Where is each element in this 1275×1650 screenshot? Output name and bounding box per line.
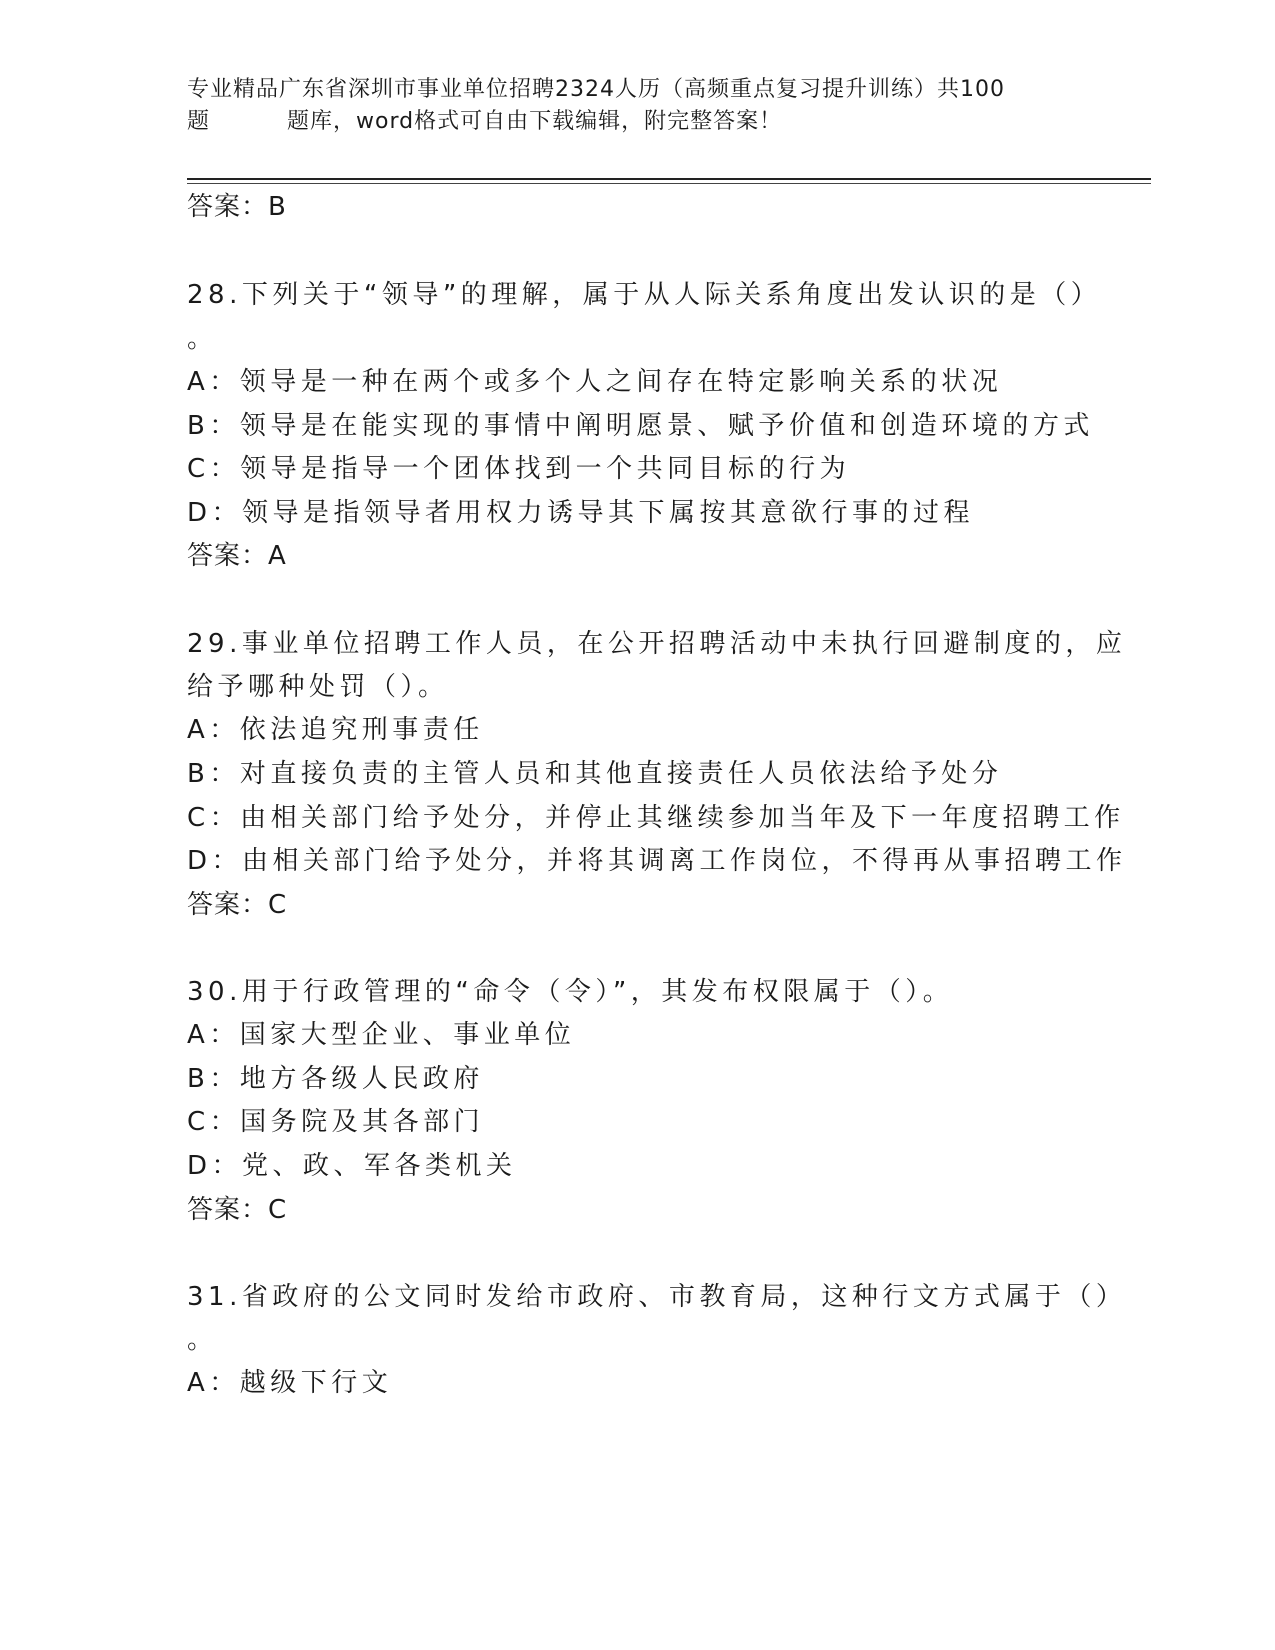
question-28-answer: 答案：A xyxy=(187,541,287,571)
header-title-line2 xyxy=(187,106,1087,138)
question-28-option-b: B：领导是在能实现的事情中阐明愿景、赋予价值和创造环境的方式 xyxy=(187,411,1094,441)
question-29-option-a: A：依法追究刑事责任 xyxy=(187,715,484,745)
question-31-stem-cont: 。 xyxy=(187,1325,218,1355)
question-29-stem-cont: 给予哪种处罚（）。 xyxy=(187,672,449,702)
question-30-option-a: A：国家大型企业、事业单位 xyxy=(187,1020,576,1050)
question-28-stem: 28.下列关于“领导”的理解，属于从人际关系角度出发认识的是（） xyxy=(187,280,1102,310)
question-29-stem: 29.事业单位招聘工作人员，在公开招聘活动中未执行回避制度的，应 xyxy=(187,629,1127,659)
header-title-line2-lead: 题 xyxy=(187,109,211,134)
question-29-answer: 答案：C xyxy=(187,890,288,920)
question-28-option-c: C：领导是指导一个团体找到一个共同目标的行为 xyxy=(187,454,851,484)
question-30-stem: 30.用于行政管理的“命令（令）”，其发布权限属于（）。 xyxy=(187,977,954,1007)
question-28-option-a: A：领导是一种在两个或多个人之间存在特定影响关系的状况 xyxy=(187,367,1003,397)
question-28-option-d: D：领导是指领导者用权力诱导其下属按其意欲行事的过程 xyxy=(187,498,975,528)
header-divider-thick xyxy=(187,178,1151,180)
question-31-option-a: A：越级下行文 xyxy=(187,1368,393,1398)
header-title-line1: 专业精品广东省深圳市事业单位招聘2324人历（高频重点复习提升训练）共100 xyxy=(187,77,1005,102)
question-29-option-b: B：对直接负责的主管人员和其他直接责任人员依法给予处分 xyxy=(187,759,1003,789)
question-30-answer: 答案：C xyxy=(187,1195,288,1225)
question-29-option-c: C：由相关部门给予处分，并停止其继续参加当年及下一年度招聘工作 xyxy=(187,803,1125,833)
header-title-line2-rest: 题库，word格式可自由下载编辑，附完整答案！ xyxy=(287,109,783,134)
question-30-option-d: D：党、政、军各类机关 xyxy=(187,1151,517,1181)
question-28-stem-cont: 。 xyxy=(187,324,218,354)
question-29-option-d: D：由相关部门给予处分，并将其调离工作岗位，不得再从事招聘工作 xyxy=(187,846,1127,876)
question-30-option-c: C：国务院及其各部门 xyxy=(187,1107,485,1137)
previous-answer: 答案：B xyxy=(187,192,287,222)
question-30-option-b: B：地方各级人民政府 xyxy=(187,1064,484,1094)
header-divider-thin xyxy=(187,183,1151,184)
document-header xyxy=(187,74,1087,138)
question-31-stem: 31.省政府的公文同时发给市政府、市教育局，这种行文方式属于（） xyxy=(187,1282,1127,1312)
